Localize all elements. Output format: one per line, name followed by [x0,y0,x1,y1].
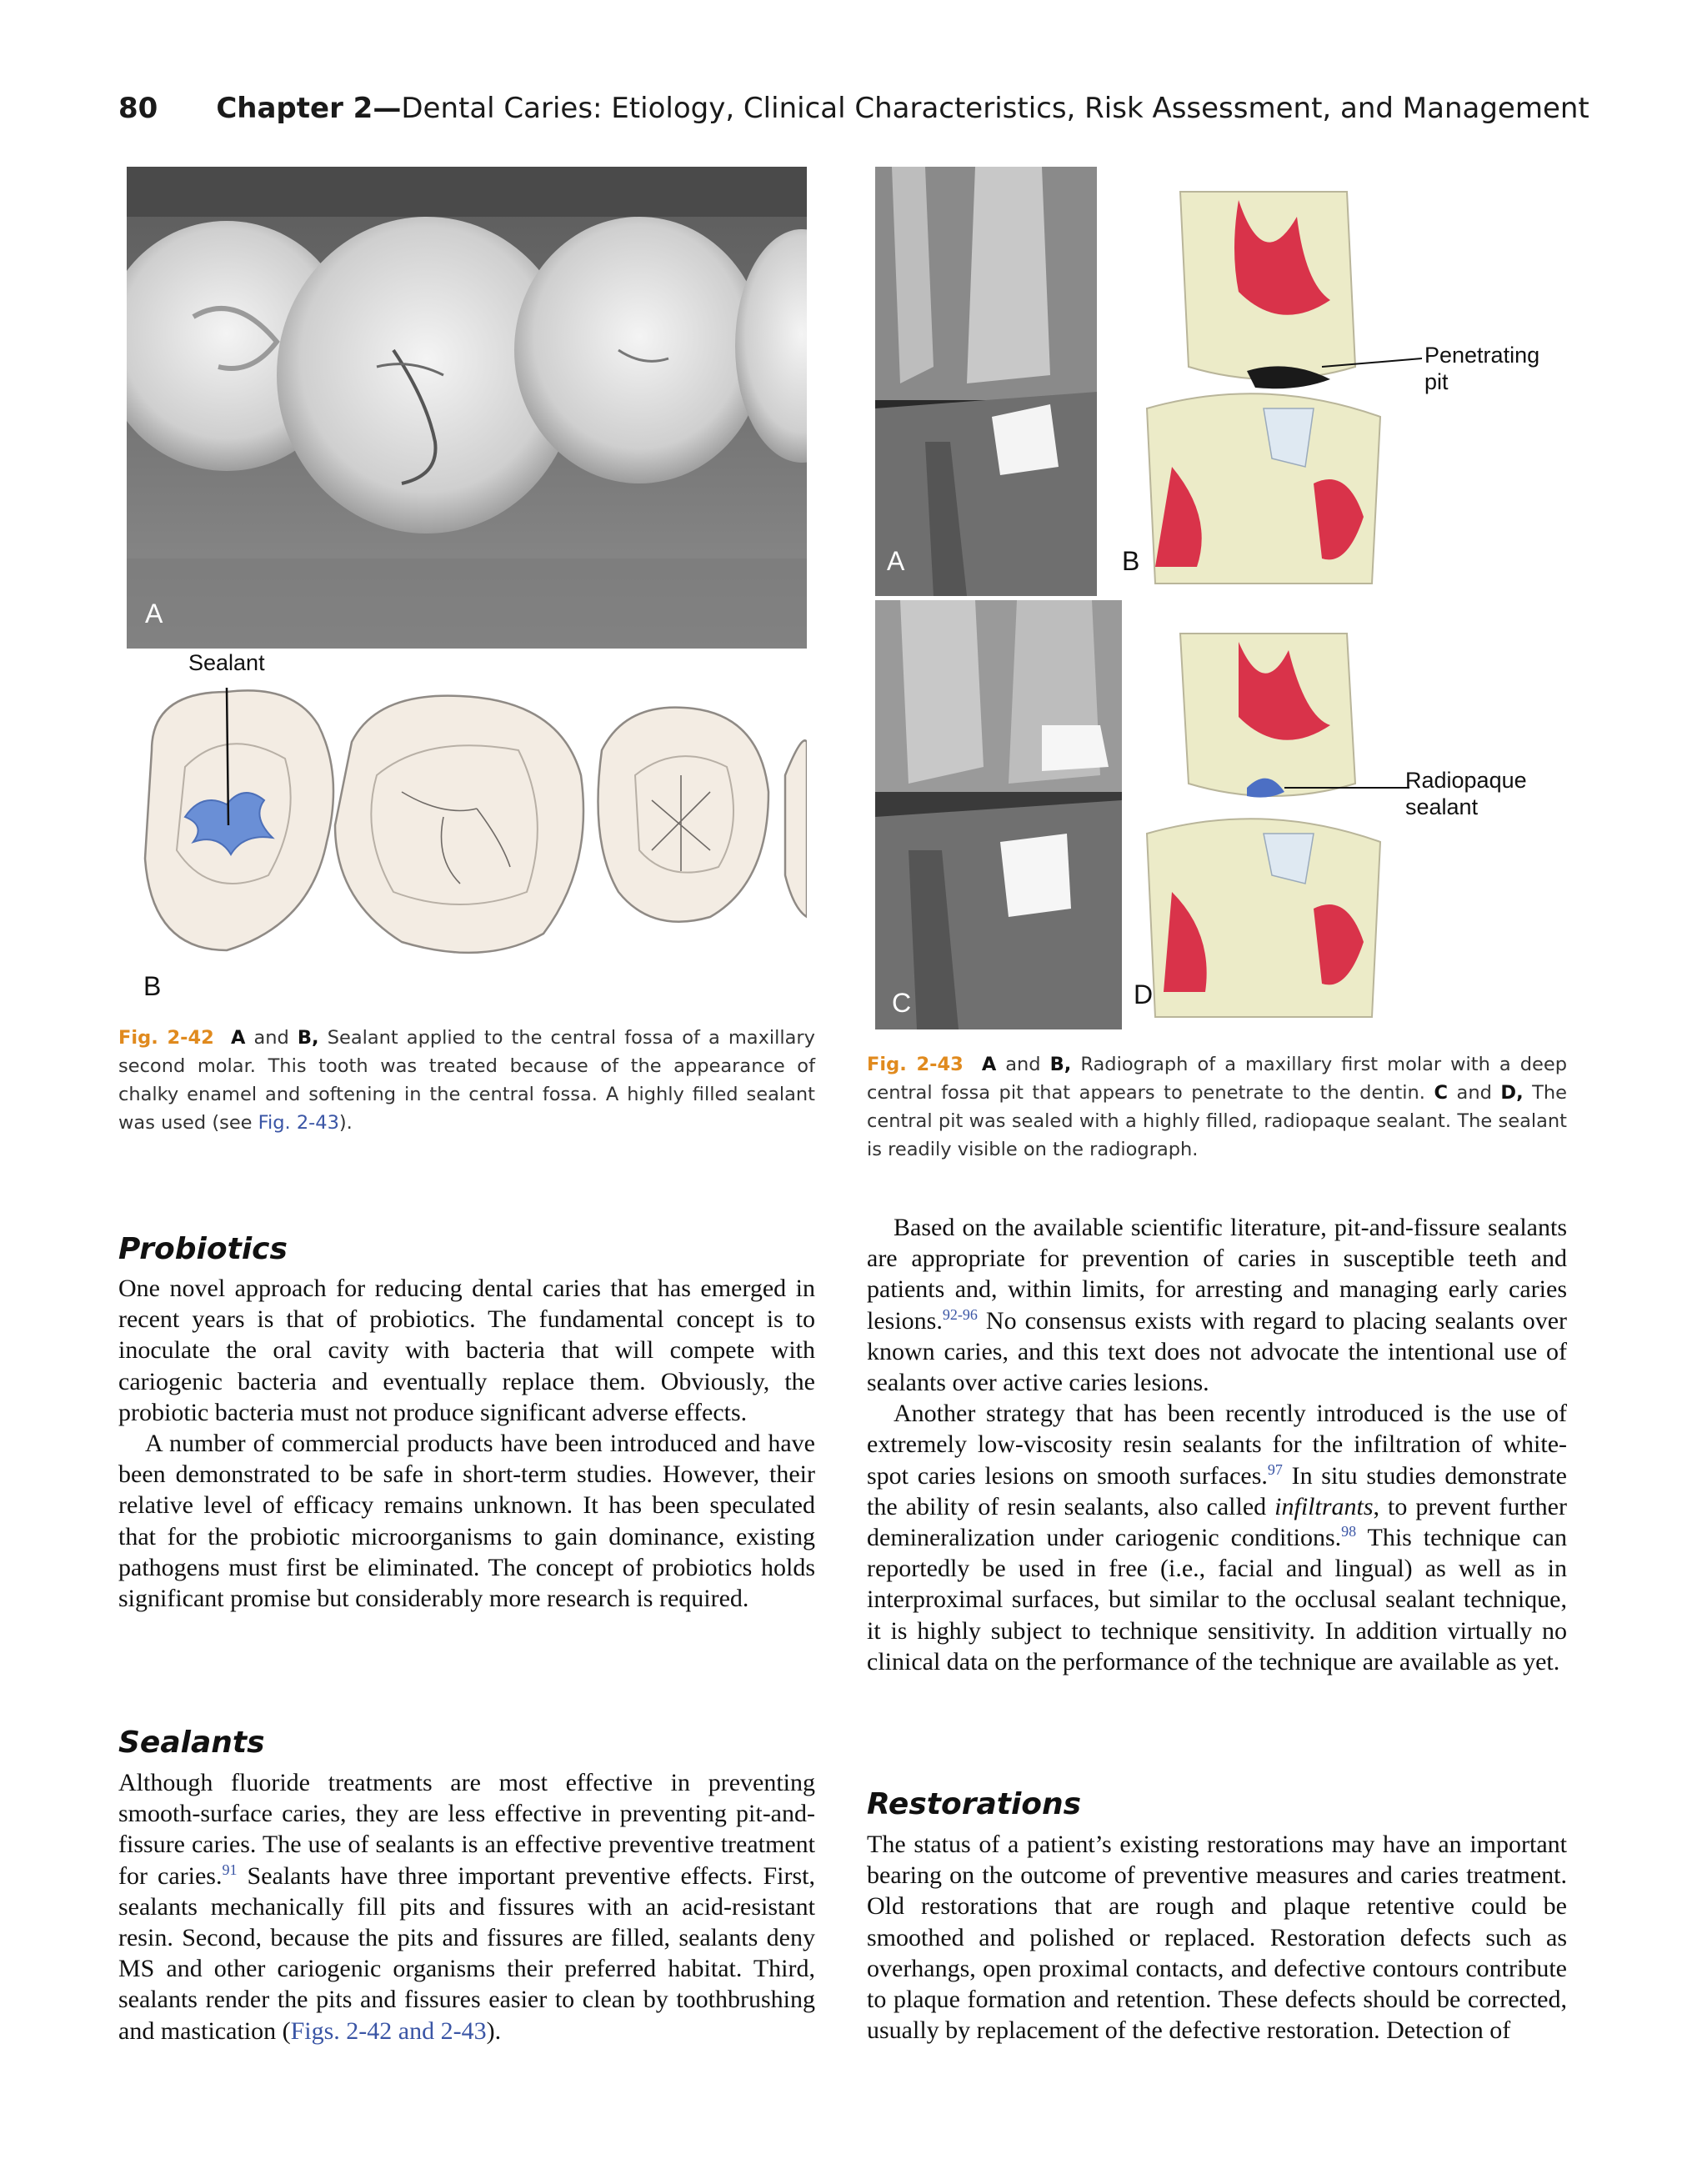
fig-2-42-label: Fig. 2-42 [118,1027,214,1049]
reference-97[interactable]: 97 [1267,1460,1283,1478]
fig-2-42-illustration [127,650,807,1009]
reference-92-96[interactable]: 92-96 [942,1305,978,1323]
caption-part-b: B, [297,1027,319,1049]
fig-2-43-label: Fig. 2-43 [867,1054,964,1075]
caption-part-a: A [230,1027,246,1049]
text-span: This technique can reportedly be used in free (i.e., facial and lingual) as well as in interproximal surfaces, but similar to the occlusal sealant technique, it is highly subject to technique sensitivity. In addition virtually no clinical data on the performance of the technique are available as yet. [867,1524,1567,1676]
sealants-body [118,1767,815,2046]
fig-2-43-caption [867,1050,1567,1164]
caption-part-b: B, [1049,1054,1072,1075]
text-span: Sealants have three important preventive effects. First, sealants mechanically fill pits and fissures with an acid-resistant resin. Second, because the pits and fissures are filled, sealants deny MS and other cariogenic organisms their preferred habitat. Third, sealants render the pits and fissures easier to clean by toothbrushing and mastication ( [118,1861,815,2045]
italic-term: infiltrants [1274,1492,1374,1520]
molar-photo-illustration [127,167,807,649]
probiotics-body [118,1273,815,1614]
callout-line-1: Penetrating [1424,343,1540,368]
page-number: 80 [118,92,158,125]
caption-text: and [996,1054,1050,1075]
radiograph-illustration [875,600,1122,1029]
paragraph: A number of commercial products have been introduced and have been demonstrated to be safe in short-term studies. However, their relative level of efficacy remains unknown. It has been speculated that for the probiotic microorganisms to gain dominance, existing pathogens must first be eliminated. The concept of probiotics holds significant promise but considerably more research is required. [118,1430,815,1613]
text-span: In situ studies demonstrate the ability of resin sealants, also called [867,1461,1567,1520]
paragraph: One novel approach for reducing dental caries that has emerged in recent years is that of probiotics. The fundamental concept is to inoculate the oral cavity with bacteria that will compete with cariogenic bacteria and eventually replace them. Obviously, the probiotic bacteria must not produce significant adverse effects. [118,1275,815,1426]
figs-link[interactable]: Figs. 2-42 and 2-43 [290,2016,487,2045]
caption-text: Radiograph of a maxillary first molar with a deep central fossa pit that appears to penetrate to the dentin. [867,1054,1567,1104]
caption-text: and [245,1027,298,1049]
chapter-label: Chapter 2— [216,92,402,125]
callout-line-1: Radiopaque [1405,768,1527,793]
restorations-heading: Restorations [867,1787,1082,1821]
paragraph: The status of a patient’s existing restorations may have an important bearing on the outcome of preventive measures and caries treatment. Old restorations that are rough and plaque retentive could be smoothed and polished or replaced. Restoration defects such as overhangs, open proximal contacts, and defective contours contribute to plaque formation and retention. These defects should be corrected, usually by replacement of the defective restoration. Detection of [867,1831,1567,2045]
caption-part-d: D, [1500,1082,1524,1104]
text-span: Although fluoride treatments are most effective in preventing smooth-surface caries, they are less effective in preventing pit-and-fissure caries. The use of sealants is an effective preventive treatment for caries. [118,1769,815,1890]
fig-2-43-panel-b-label: B [1122,546,1140,576]
radiopaque-sealant-callout [1405,767,1527,820]
fig-2-43-panel-d-label: D [1134,979,1154,1009]
restorations-body [867,1829,1567,2046]
caption-text: and [1448,1082,1501,1104]
occlusal-teeth-illustration [127,650,807,1009]
paragraph [118,1767,815,2046]
penetrating-pit-callout [1424,342,1539,395]
chapter-title: Dental Caries: Etiology, Clinical Characteristics, Risk Assessment, and Management [401,92,1589,125]
fig-2-42-panel-b-label: B [143,971,162,1001]
fig-2-42-photo [127,167,807,649]
fig-2-43-panel-c-label: C [892,988,912,1018]
text-span: ). [486,2016,502,2045]
text-span: , to prevent further demineralization under cariogenic conditions. [867,1492,1567,1552]
fig-2-43-link[interactable]: Fig. 2-43 [258,1112,339,1134]
reference-98[interactable]: 98 [1341,1523,1357,1540]
fig-2-43-radiograph-a [875,167,1097,596]
paragraph [867,1212,1567,1398]
caption-text: ). [338,1112,353,1134]
text-span: Based on the available scientific literature, pit-and-fissure sealants are appropriate for prevention of caries in susceptible teeth and patients and, within limits, for arresting and managing early caries lesions. [867,1214,1567,1335]
fig-2-43-illustration-b [1097,167,1564,596]
fig-2-42-panel-a-label: A [145,599,163,629]
caption-text: Sealant applied to the central fossa of a maxillary second molar. This tooth was treated because of the appearance of chalky enamel and softening in the central fossa. A highly filled sealant was used (see [118,1027,815,1134]
sealant-callout: Sealant [188,650,265,675]
fig-2-43-radiograph-c [875,600,1122,1029]
fig-2-42-caption [118,1024,815,1137]
text-span: Another strategy that has been recently introduced is the use of extremely low-viscosity resin sealants for the infiltration of white-spot caries lesions on smooth surfaces. [867,1400,1567,1490]
fig-2-43-panel-a-label: A [887,546,905,576]
caption-part-a: A [981,1054,997,1075]
caption-text: The central pit was sealed with a highly filled, radiopaque sealant. The sealant is readily visible on the radiograph. [867,1082,1567,1160]
sealants-heading: Sealants [118,1726,265,1760]
reference-91[interactable]: 91 [222,1861,238,1878]
fig-2-43-illustration-d [1122,600,1564,1029]
radiograph-illustration [875,167,1097,596]
right-column-body [867,1212,1567,1677]
text-span: No consensus exists with regard to placing sealants over known caries, and this text does not advocate the intentional use of sealants over active caries lesions. [867,1306,1567,1397]
probiotics-heading: Probiotics [118,1232,288,1266]
callout-line-2: pit [1424,369,1449,394]
caption-part-c: C [1434,1082,1448,1104]
paragraph [867,1398,1567,1677]
running-header [118,92,1589,125]
callout-line-2: sealant [1405,794,1479,819]
